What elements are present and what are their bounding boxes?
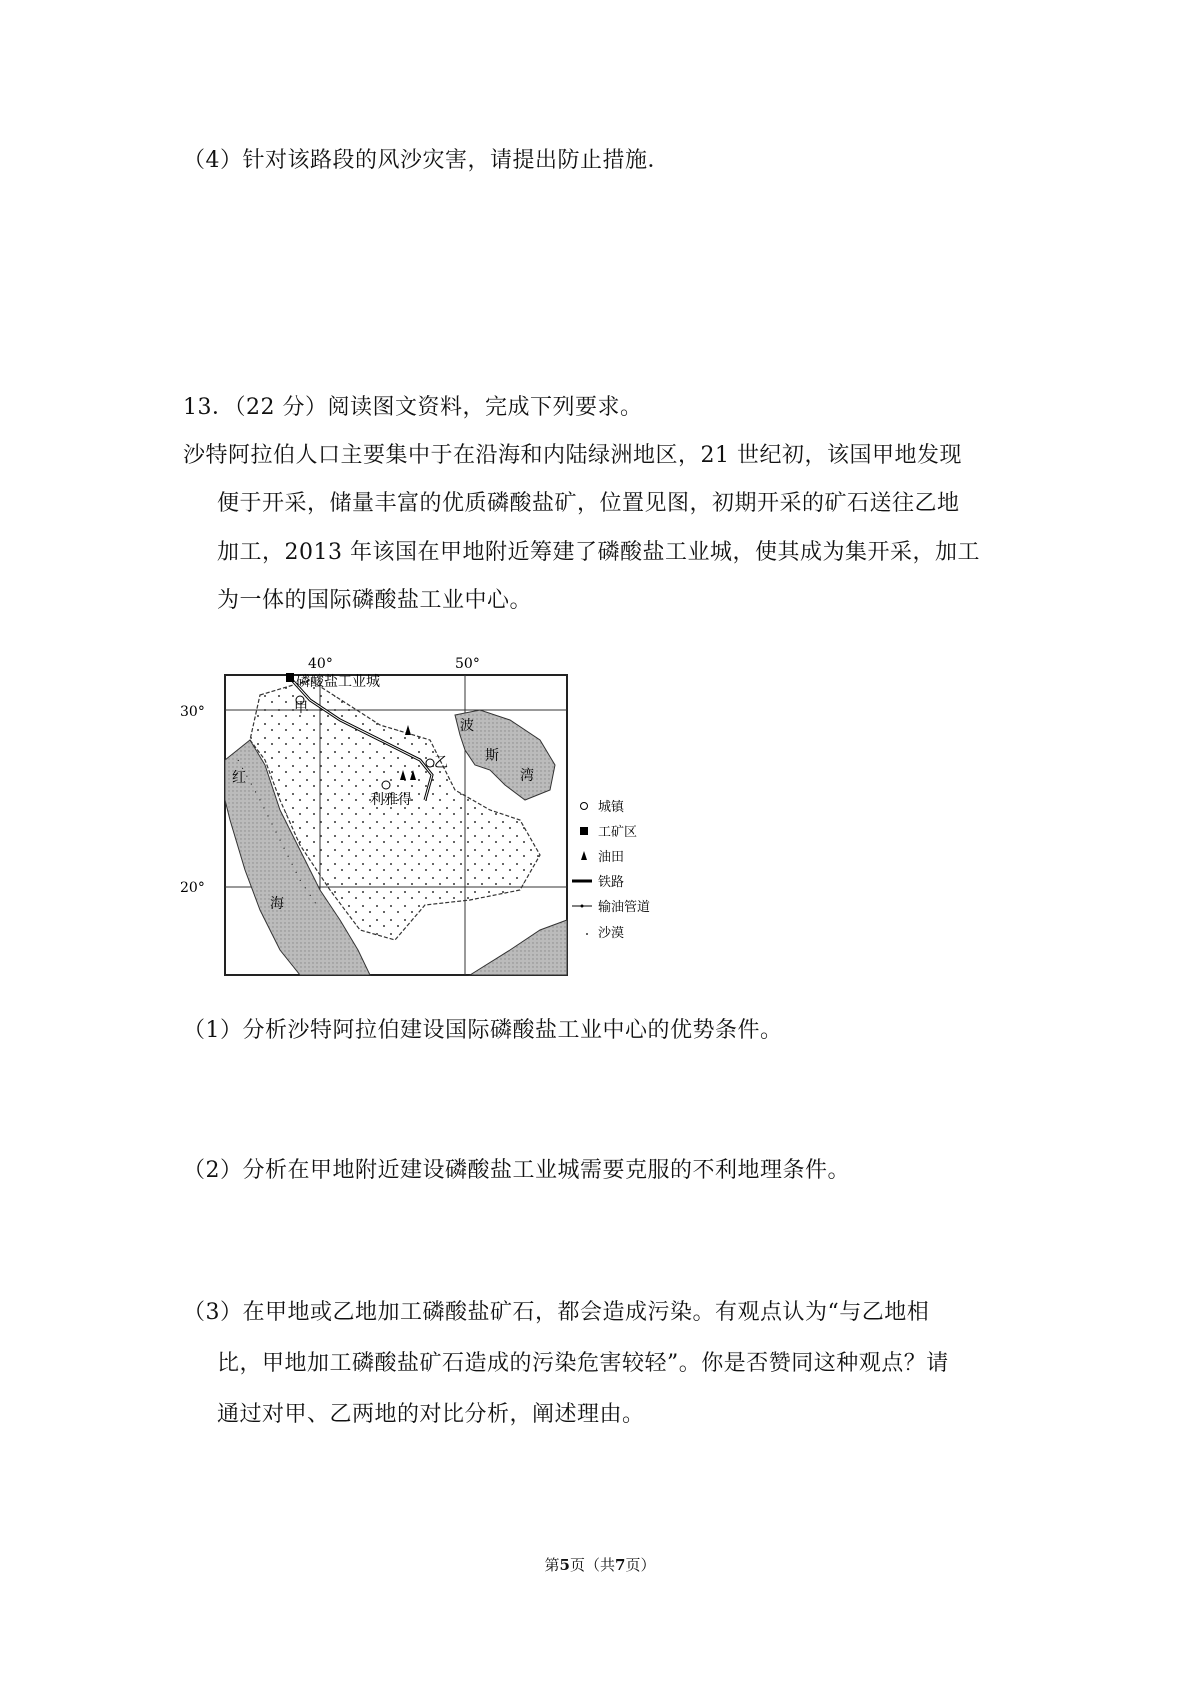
label-red-sea-2: 海 bbox=[270, 896, 284, 912]
legend-mine: 工矿区 bbox=[598, 825, 638, 840]
label-jia: 甲 bbox=[294, 700, 308, 716]
label-riyadh: 利雅得 bbox=[370, 792, 412, 808]
footer-prefix: 第 bbox=[544, 1556, 560, 1574]
question-12-part-4: （4）针对该路段的风沙灾害，请提出防止措施． bbox=[183, 148, 670, 173]
legend-oilfield-icon bbox=[581, 851, 587, 860]
legend-desert: 沙漠 bbox=[598, 926, 625, 941]
legend-pipeline-dot bbox=[581, 905, 584, 908]
arabia-map bbox=[180, 650, 710, 980]
legend-oilfield: 油田 bbox=[598, 850, 625, 865]
label-gulf-1: 波 bbox=[460, 718, 474, 734]
yi-town bbox=[426, 759, 434, 767]
lon-label-40: 40° bbox=[308, 656, 333, 672]
arabia-map-figure bbox=[180, 650, 710, 984]
industrial-city-mine bbox=[286, 673, 294, 682]
label-gulf-2: 斯 bbox=[485, 748, 499, 764]
legend-desert-icon bbox=[574, 928, 590, 938]
question-13-intro-line-4: 为一体的国际磷酸盐工业中心。 bbox=[217, 588, 533, 613]
footer-page-number: 5 bbox=[559, 1556, 570, 1574]
label-gulf-3: 湾 bbox=[520, 768, 534, 784]
map-legend bbox=[572, 799, 650, 941]
riyadh-town bbox=[382, 781, 390, 789]
lon-label-50: 50° bbox=[455, 656, 480, 672]
footer-middle: 页（共 bbox=[569, 1556, 615, 1574]
question-13-header: 13．（22 分）阅读图文资料，完成下列要求。 bbox=[183, 395, 643, 420]
question-13-sub-3-line-3: 通过对甲、乙两地的对比分析，阐述理由。 bbox=[217, 1402, 645, 1427]
lat-label-30: 30° bbox=[180, 704, 205, 720]
question-13-intro-line-2: 便于开采，储量丰富的优质磷酸盐矿，位置见图，初期开采的矿石送往乙地 bbox=[217, 491, 960, 516]
page-footer bbox=[0, 1554, 1200, 1575]
legend-town-icon bbox=[581, 803, 588, 810]
question-13-intro-line-1: 沙特阿拉伯人口主要集中于在沿海和内陆绿洲地区，21 世纪初，该国甲地发现 bbox=[183, 443, 962, 468]
lat-label-20: 20° bbox=[180, 880, 205, 896]
question-13-sub-2: （2）分析在甲地附近建设磷酸盐工业城需要克服的不利地理条件。 bbox=[183, 1158, 850, 1183]
footer-total-pages: 7 bbox=[615, 1556, 626, 1574]
legend-pipeline: 输油管道 bbox=[598, 900, 651, 915]
legend-mine-icon bbox=[580, 827, 588, 835]
question-13-sub-1: （1）分析沙特阿拉伯建设国际磷酸盐工业中心的优势条件。 bbox=[183, 1018, 783, 1043]
label-industrial-city: 磷酸盐工业城 bbox=[296, 674, 380, 690]
question-13-sub-3-line-2: 比，甲地加工磷酸盐矿石造成的污染危害较轻”。你是否赞同这种观点？请 bbox=[217, 1351, 949, 1376]
footer-suffix: 页） bbox=[625, 1556, 656, 1574]
label-red-sea-1: 红 bbox=[232, 770, 246, 786]
question-13-intro-line-3: 加工，2013 年该国在甲地附近筹建了磷酸盐工业城，使其成为集开采，加工 bbox=[217, 540, 980, 565]
question-13-sub-3-line-1: （3）在甲地或乙地加工磷酸盐矿石，都会造成污染。有观点认为“与乙地相 bbox=[183, 1300, 930, 1325]
legend-railway: 铁路 bbox=[598, 875, 625, 890]
legend-town: 城镇 bbox=[598, 800, 625, 815]
label-yi: 乙 bbox=[434, 755, 448, 771]
